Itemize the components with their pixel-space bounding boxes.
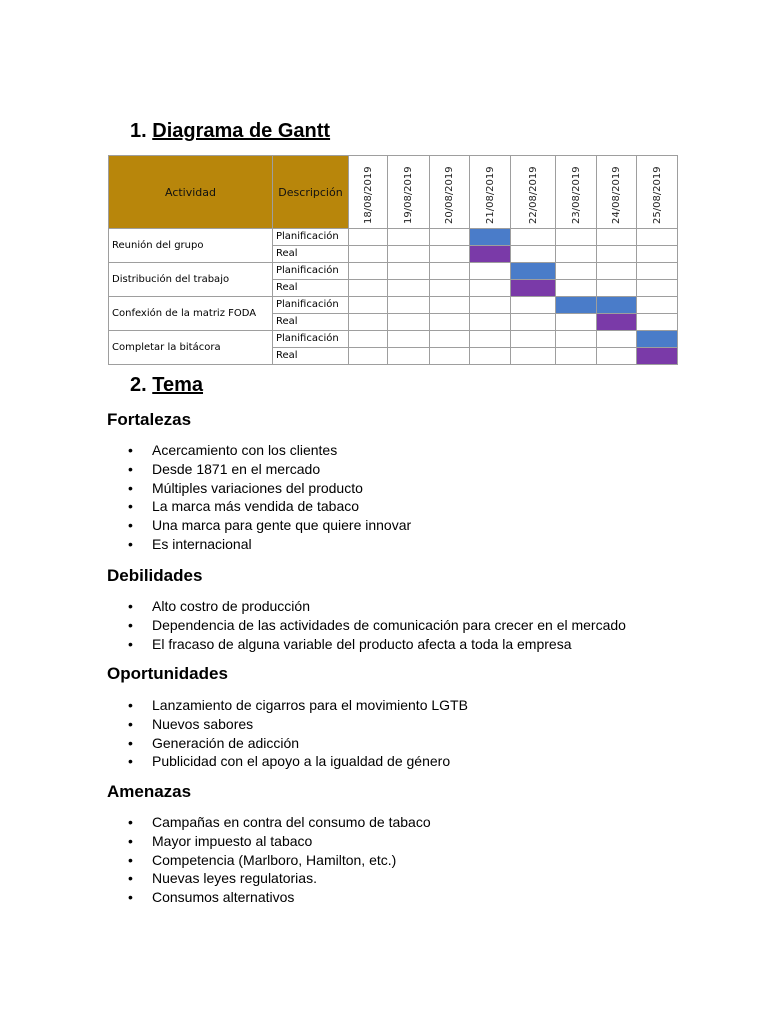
gantt-row-plan [109, 263, 678, 280]
gantt-cell [637, 314, 678, 331]
gantt-cell [597, 229, 637, 246]
date-label: 22/08/2019 [527, 166, 539, 224]
gantt-cell [388, 348, 430, 365]
gantt-cell [637, 263, 678, 280]
list-item: • Nuevos sabores [107, 715, 468, 734]
gantt-cell [637, 229, 678, 246]
date-header [597, 156, 637, 229]
oportunidades-list [107, 696, 468, 771]
gantt-cell [511, 246, 556, 263]
date-label: 21/08/2019 [484, 166, 496, 224]
gantt-cell [556, 314, 597, 331]
activity-name: Reunión del grupo [109, 229, 273, 263]
date-header [470, 156, 511, 229]
date-label: 24/08/2019 [611, 166, 622, 224]
amenazas-heading: Amenazas [107, 782, 192, 801]
date-header [637, 156, 678, 229]
gantt-cell [430, 229, 470, 246]
gantt-cell [556, 331, 597, 348]
plan-bar [556, 297, 597, 314]
gantt-cell [388, 331, 430, 348]
oportunidades-heading: Oportunidades [107, 664, 228, 683]
plan-label: Planificación [273, 331, 349, 348]
fortalezas-heading: Fortalezas [107, 410, 192, 429]
gantt-cell [388, 246, 430, 263]
list-item: • Lanzamiento de cigarros para el movimiento LGTB [107, 696, 468, 715]
real-label: Real [273, 348, 349, 365]
gantt-cell [470, 280, 511, 297]
gantt-cell [349, 314, 388, 331]
gantt-table [108, 155, 678, 365]
gantt-header-row [109, 156, 678, 229]
real-bar [470, 246, 511, 263]
date-header [511, 156, 556, 229]
gantt-cell [556, 246, 597, 263]
real-bar [511, 280, 556, 297]
gantt-row-plan [109, 331, 678, 348]
list-item: • La marca más vendida de tabaco [107, 497, 411, 516]
gantt-cell [637, 246, 678, 263]
list-item: • Acercamiento con los clientes [107, 441, 411, 460]
gantt-cell [349, 280, 388, 297]
activity-name: Completar la bitácora [109, 331, 273, 365]
plan-label: Planificación [273, 229, 349, 246]
gantt-cell [511, 229, 556, 246]
gantt-cell [637, 280, 678, 297]
gantt-cell [349, 331, 388, 348]
activity-name: Distribución del trabajo [109, 263, 273, 297]
gantt-cell [470, 331, 511, 348]
list-item: • Una marca para gente que quiere innovar [107, 516, 411, 535]
gantt-cell [597, 280, 637, 297]
gantt-row-plan [109, 229, 678, 246]
date-header [556, 156, 597, 229]
gantt-cell [349, 348, 388, 365]
plan-bar [597, 297, 637, 314]
section-1-number: 1. [130, 120, 147, 142]
section-1-title: Diagrama de Gantt [152, 120, 331, 142]
section-2-title: Tema [152, 374, 204, 396]
list-item: • Desde 1871 en el mercado [107, 460, 411, 479]
real-label: Real [273, 280, 349, 297]
gantt-cell [597, 348, 637, 365]
header-description: Descripción [273, 156, 349, 229]
amenazas-list [107, 813, 431, 907]
real-label: Real [273, 314, 349, 331]
gantt-cell [597, 263, 637, 280]
list-item: • Publicidad con el apoyo a la igualdad de género [107, 752, 468, 771]
debilidades-heading: Debilidades [107, 566, 203, 585]
list-item: • Generación de adicción [107, 734, 468, 753]
section-2-heading [130, 374, 203, 397]
plan-bar [637, 331, 678, 348]
activity-name: Confexión de la matriz FODA [109, 297, 273, 331]
list-item: • Múltiples variaciones del producto [107, 479, 411, 498]
gantt-cell [511, 297, 556, 314]
list-item: • Competencia (Marlboro, Hamilton, etc.) [107, 851, 431, 870]
list-item: • Alto costro de producción [107, 597, 626, 616]
gantt-cell [349, 297, 388, 314]
list-item: • Nuevas leyes regulatorias. [107, 869, 431, 888]
gantt-cell [511, 331, 556, 348]
gantt-cell [556, 263, 597, 280]
gantt-cell [430, 263, 470, 280]
plan-label: Planificación [273, 297, 349, 314]
list-item: • Consumos alternativos [107, 888, 431, 907]
plan-bar [511, 263, 556, 280]
gantt-cell [470, 348, 511, 365]
gantt-cell [349, 263, 388, 280]
gantt-cell [430, 348, 470, 365]
gantt-cell [430, 314, 470, 331]
plan-bar [470, 229, 511, 246]
section-2-number: 2. [130, 374, 147, 396]
date-header [388, 156, 430, 229]
date-label: 19/08/2019 [403, 166, 414, 224]
gantt-cell [388, 229, 430, 246]
gantt-cell [470, 263, 511, 280]
gantt-cell [388, 263, 430, 280]
gantt-cell [430, 331, 470, 348]
date-header [430, 156, 470, 229]
fortalezas-list [107, 441, 411, 554]
list-item: • Campañas en contra del consumo de tabaco [107, 813, 431, 832]
gantt-cell [470, 297, 511, 314]
list-item: • Es internacional [107, 535, 411, 554]
section-1-heading [130, 120, 330, 143]
real-label: Real [273, 246, 349, 263]
gantt-cell [511, 348, 556, 365]
gantt-cell [556, 348, 597, 365]
gantt-cell [388, 280, 430, 297]
gantt-cell [430, 297, 470, 314]
date-label: 25/08/2019 [651, 166, 663, 224]
gantt-cell [597, 331, 637, 348]
date-label: 23/08/2019 [570, 166, 582, 224]
gantt-cell [556, 229, 597, 246]
date-header [349, 156, 388, 229]
plan-label: Planificación [273, 263, 349, 280]
gantt-cell [511, 314, 556, 331]
gantt-row-plan [109, 297, 678, 314]
gantt-cell [349, 229, 388, 246]
gantt-cell [430, 246, 470, 263]
gantt-cell [597, 246, 637, 263]
gantt-cell [388, 314, 430, 331]
list-item: • El fracaso de alguna variable del producto afecta a toda la empresa [107, 635, 626, 654]
debilidades-list [107, 597, 626, 653]
gantt-cell [349, 246, 388, 263]
list-item: • Mayor impuesto al tabaco [107, 832, 431, 851]
gantt-cell [556, 280, 597, 297]
gantt-cell [637, 297, 678, 314]
real-bar [597, 314, 637, 331]
date-label: 20/08/2019 [444, 166, 455, 224]
gantt-cell [430, 280, 470, 297]
header-activity: Actividad [109, 156, 273, 229]
list-item: • Dependencia de las actividades de comunicación para crecer en el mercado [107, 616, 626, 635]
date-label: 18/08/2019 [362, 166, 374, 224]
gantt-cell [470, 314, 511, 331]
gantt-cell [388, 297, 430, 314]
real-bar [637, 348, 678, 365]
